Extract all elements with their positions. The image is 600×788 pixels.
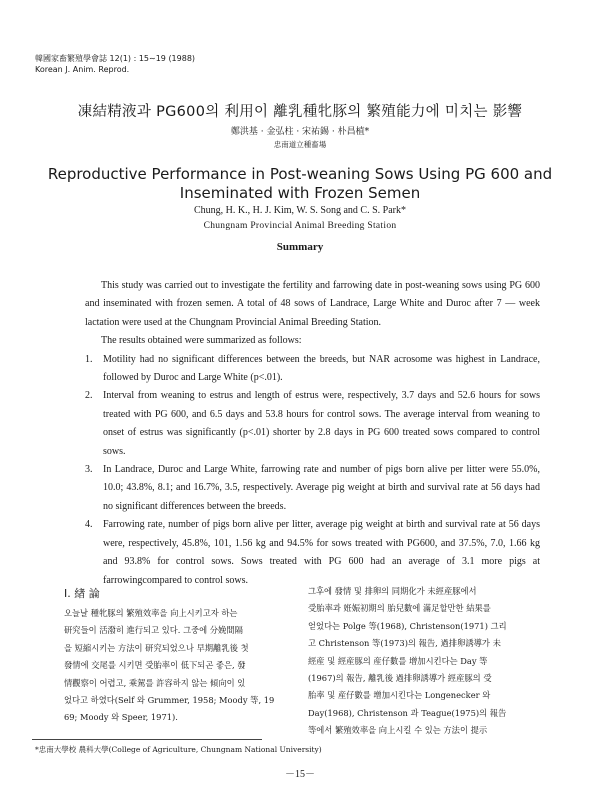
text-line: (1967)의 報告, 離乳後 過排卵誘導가 經産豚의 受 [308,673,492,684]
right-column-text [308,583,548,740]
journal-citation [35,53,195,75]
page-number: －15－ [285,769,315,780]
result-text: Motility had no significant differences between the breeds, but NAR acrosome was highest in Landrace, followed by Duroc and Large White (p<.01). [103,353,540,384]
journal-citation-korean: 韓國家畜繁殖學會誌 12(1) : 15∼19 (1988) [35,54,196,63]
section-heading-introduction: Ⅰ. 緖 論 [64,587,100,600]
korean-authors: 鄭洪基 · 金弘柱 · 宋祐錫 · 朴昌植* [230,127,370,137]
english-title-line-2: Inseminated with Frozen Semen [179,184,421,202]
text-line: 을 短縮시키는 方法이 研究되었으나 早期離乳後 첫 [64,642,249,653]
text-line: Day(1968), Christenson 과 Teague(1975)의 報告 [308,707,507,718]
result-item-2 [85,387,540,461]
text-line: 고 Christenson 等(1973)의 報告, 過排卵誘導가 未 [308,638,501,649]
journal-citation-english: Korean J. Anim. Reprod. [35,65,130,74]
text-line: 오늘날 種牝豚의 繁殖效率을 向上시키고자 하는 [64,608,238,618]
text-line: 經産 및 經産豚의 産仔數를 增加시킨다는 Day 等 [308,655,488,666]
abstract [85,277,540,590]
english-title-line-1: Reproductive Performance in Post-weaning Sows Using PG 600 and [47,165,553,183]
english-authors: Chung, H. K., H. J. Kim, W. S. Song and C. S. Park* [194,205,406,216]
result-number: 3. [85,464,93,476]
results-intro: The results obtained were summarized as follows: [101,335,302,347]
text-line: 情觀察이 어렵고, 乘駕를 許容하지 않는 傾向이 있 [64,677,246,688]
text-line: 그후에 發情 및 排卵의 同期化가 未經産豚에서 [308,586,477,596]
text-line: 等에서 繁殖效率을 向上시킬 수 있는 方法이 提示 [308,725,488,736]
text-line: 얻었다는 Polge 等(1968), Christenson(1971) 그리 [308,620,507,631]
result-item-3 [85,461,540,516]
result-number: 1. [85,353,93,365]
summary-heading: Summary [276,241,324,253]
result-item-4 [85,516,540,590]
english-affiliation: Chungnam Provincial Animal Breeding Station [203,221,397,231]
korean-title: 凍結精液과 PG600의 利用이 離乳種牝豚의 繁殖能力에 미치는 影響 [77,104,523,120]
korean-affiliation: 忠南道立種畜場 [273,140,327,149]
footnote: *忠南大學校 農科大學(College of Agriculture, Chungnam National University) [35,745,322,754]
left-column-text [64,605,296,727]
result-number: 4. [85,519,93,531]
english-title [0,165,600,203]
result-item-1 [85,351,540,388]
text-line: 發情에 交尾를 시키면 受胎率이 低下되곤 좋은, 發 [64,660,246,671]
result-number: 2. [85,390,93,402]
text-line: 受胎率과 姙娠初期의 胎兒數에 滿足할만한 結果를 [308,603,491,614]
footnote-divider [32,739,262,740]
abstract-intro: This study was carried out to investigate the fertility and farrowing date in post-weaning sows using PG 600 and inseminated with frozen semen. A total of 48 sows of Landrace, Large White and Duroc after 7 — week lactation were used at the Chungnam Provincial Animal Breeding Station. [85,280,540,328]
text-line: 研究들이 活潑히 進行되고 있다. 그중에 分娩間隔 [64,625,243,636]
text-line: 었다고 하였다(Self 와 Grummer, 1958; Moody 等, 19 [64,695,275,706]
result-text: Farrowing rate, number of pigs born alive per litter, average pig weight at birth and survival rate at 56 days were, respectively, 45.8%, 101, 1.56 kg and 94.5% for sows treated with PG600, and 37.5%, 7.0, 1.66 kg and 93.8% for control sows. Sows treated with PG 600 had an average of 3.1 more pigs at farrowingcompared to control sows. [103,519,540,586]
result-text: Interval from weaning to estrus and length of estrus were, respectively, 3.7 days and 52.6 hours for sows treated with PG 600, and 6.5 days and 53.8 hours for control sows. The average interval from weaning to onset of estrus was significantly (p<.01) shorter by 2.8 days in PG 600 treated sows compared to control sows. [103,390,540,457]
result-text: In Landrace, Duroc and Large White, farrowing rate and number of pigs born alive per litter were 55.0%, 10.0; 43.8%, 8.1; and 16.7%, 3.5, respectively. Average pig weight at birth and survival rate at 56 days had no significant differences between the breeds. [103,464,540,512]
text-line: 69; Moody 와 Speer, 1971). [64,712,178,723]
text-line: 胎率 및 産仔數를 增加시킨다는 Longenecker 와 [308,690,491,701]
results-list [85,351,540,590]
